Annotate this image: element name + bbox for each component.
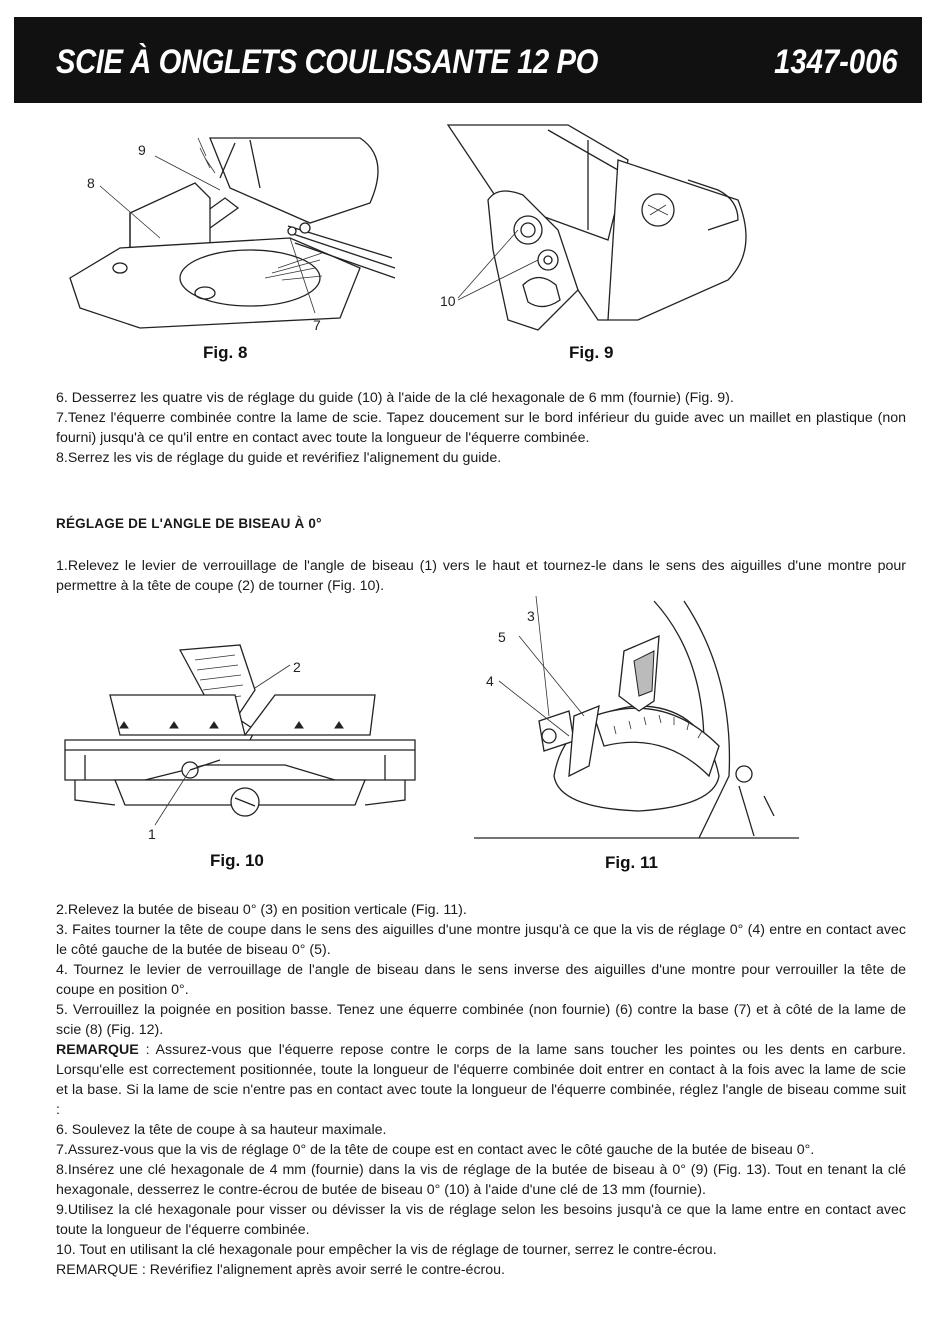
step-8b: 8.Insérez une clé hexagonale de 4 mm (fournie) dans la vis de réglage de la butée de biseau à 0° (9) (Fig. 13). Tout en tenant la clé hexagonale, desserrez le contre-écrou de butée de biseau 0° (10) à l'aide d'une clé de 13 mm (fournie). — [56, 1162, 906, 1198]
fig11-label-4: 4 — [486, 673, 494, 689]
step-7: 7.Tenez l'équerre combinée contre la lame de scie. Tapez doucement sur le bord inférieur du guide avec un maillet en plastique (non fourni) jusqu'à ce qu'il entre en contact avec toute la longueur de l'équerre combinée. — [56, 410, 906, 446]
alignment-steps-6-8 — [56, 388, 906, 468]
section-heading: RÉGLAGE DE L'ANGLE DE BISEAU À 0° — [56, 516, 322, 531]
step-3: 3. Faites tourner la tête de coupe dans le sens des aiguilles d'une montre jusqu'à ce que la vis de réglage 0° (4) entre en contact avec le côté gauche de la butée de biseau 0° (5). — [56, 922, 906, 958]
fig11-label-5: 5 — [498, 629, 506, 645]
step-1: 1.Relevez le levier de verrouillage de l'angle de biseau (1) vers le haut et tournez-le dans le sens des aiguilles d'une montre pour permettre à la tête de coupe (2) de tourner (Fig. 10). — [56, 558, 906, 594]
step-8: 8.Serrez les vis de réglage du guide et revérifiez l'alignement du guide. — [56, 450, 502, 466]
fig11-label-3: 3 — [527, 608, 535, 624]
fig10-label-1: 1 — [148, 826, 156, 842]
remark-label: REMARQUE — [56, 1042, 139, 1058]
fig10-caption: Fig. 10 — [210, 851, 264, 870]
fig9-caption: Fig. 9 — [569, 343, 614, 362]
fig8-label-7: 7 — [313, 317, 321, 333]
step-5: 5. Verrouillez la poignée en position basse. Tenez une équerre combinée (non fournie) (6) contre la base (7) et à côté de la lame de scie (8) (Fig. 12). — [56, 1002, 906, 1038]
document-title: SCIE À ONGLETS COULISSANTE 12 PO — [56, 43, 598, 81]
fig8-caption: Fig. 8 — [203, 343, 248, 362]
remark-paragraph — [56, 1040, 906, 1120]
figure-11-illustration — [474, 596, 799, 844]
figure-10-illustration — [55, 640, 425, 850]
step-2: 2.Relevez la butée de biseau 0° (3) en position verticale (Fig. 11). — [56, 902, 467, 918]
fig10-label-2: 2 — [293, 659, 301, 675]
fig8-label-8: 8 — [87, 175, 95, 191]
step-6: 6. Desserrez les quatre vis de réglage du guide (10) à l'aide de la clé hexagonale de 6 mm (fournie) (Fig. 9). — [56, 390, 734, 406]
model-number: 1347-006 — [774, 43, 898, 81]
step-9b: 9.Utilisez la clé hexagonale pour visser ou dévisser la vis de réglage selon les besoins jusqu'à ce que la lame entre en contact avec toute la longueur de l'équerre combinée. — [56, 1202, 906, 1238]
fig8-label-9: 9 — [138, 142, 146, 158]
fig11-caption: Fig. 11 — [605, 853, 658, 872]
bevel-steps-2-10 — [56, 900, 906, 1280]
fig9-label-10: 10 — [440, 293, 456, 309]
page-header — [14, 17, 922, 103]
figure-9-illustration — [438, 120, 763, 342]
step-10b: 10. Tout en utilisant la clé hexagonale pour empêcher la vis de réglage de tourner, serrez le contre-écrou. — [56, 1242, 717, 1258]
final-remark: REMARQUE : Revérifiez l'alignement après avoir serré le contre-écrou. — [56, 1262, 505, 1278]
step-4: 4. Tournez le levier de verrouillage de l'angle de biseau dans le sens inverse des aiguilles d'une montre pour verrouiller la tête de coupe en position 0°. — [56, 962, 906, 998]
step-6b: 6. Soulevez la tête de coupe à sa hauteur maximale. — [56, 1122, 387, 1138]
remark-text: : Assurez-vous que l'équerre repose contre le corps de la lame sans toucher les pointes ou les dents en carbure. Lorsqu'elle est correctement positionnée, toute la longueur de l'équerre combinée doit entrer en contact à la fois avec la lame de scie et la base. Si la lame de scie n'entre pas en contact avec toute la longueur de l'équerre combinée, réglez l'angle de biseau comme suit : — [56, 1042, 906, 1118]
figure-8-illustration — [60, 128, 400, 343]
step-7b: 7.Assurez-vous que la vis de réglage 0° de la tête de coupe est en contact avec le côté gauche de la butée de biseau 0°. — [56, 1142, 815, 1158]
bevel-step-1 — [56, 556, 906, 596]
